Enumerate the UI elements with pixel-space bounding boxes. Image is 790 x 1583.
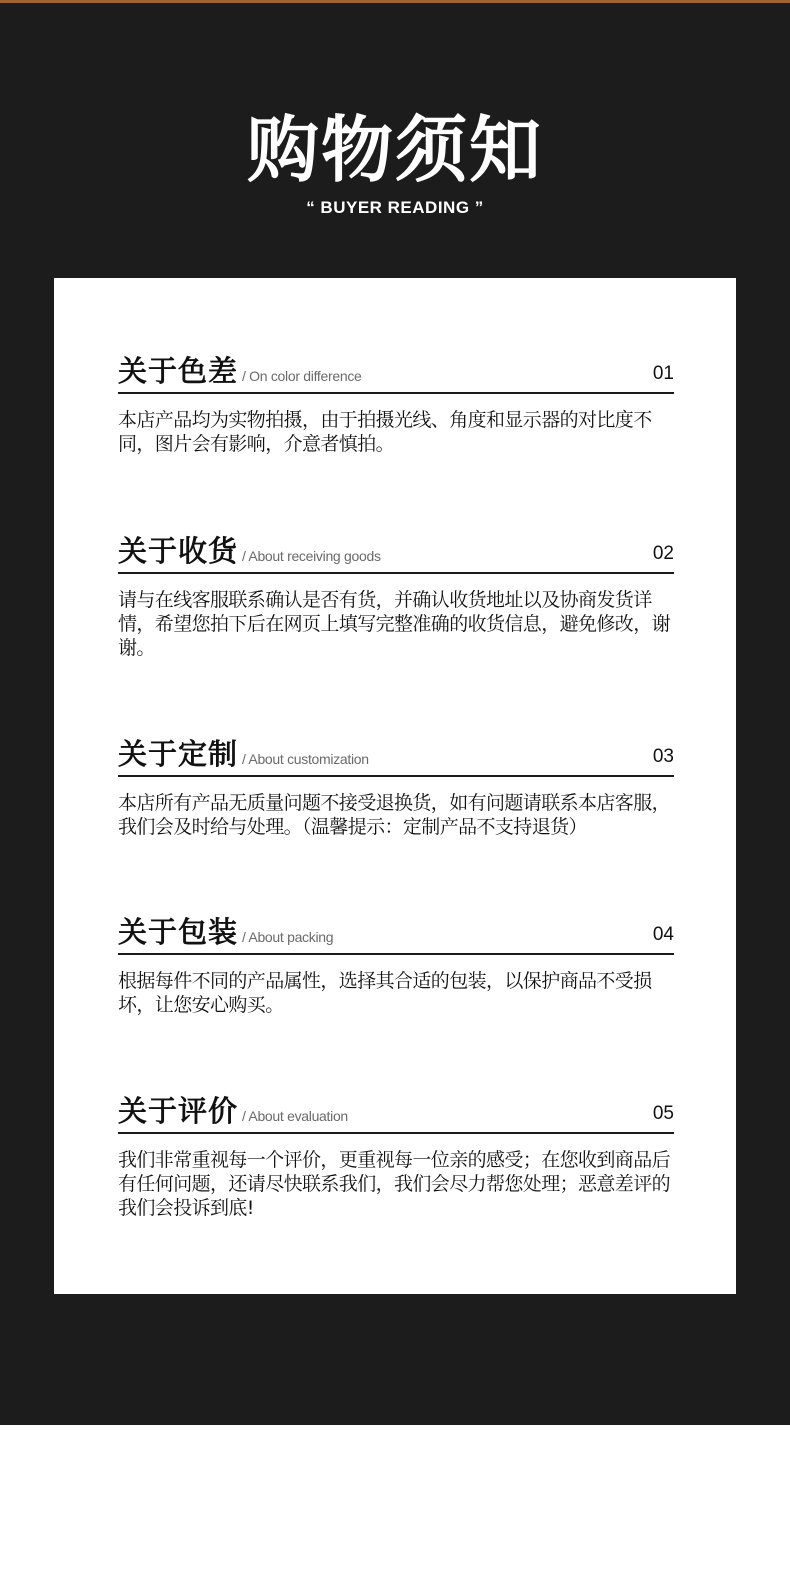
- section-body: 根据每件不同的产品属性，选择其合适的包装，以保护商品不受损坏，让您安心购买。: [118, 970, 652, 1016]
- section-subtitle: / About customization: [242, 751, 369, 767]
- section-title: 关于评价: [118, 1094, 239, 1128]
- section-subtitle: / About evaluation: [242, 1108, 348, 1124]
- section-header: [118, 348, 674, 394]
- section-body: 请与在线客服联系确认是否有货，并确认收货地址以及协商发货详情，希望您拍下后在网页上填写完整准确的收货信息，避免修改，谢谢。: [118, 589, 671, 659]
- section-number: 04: [652, 924, 674, 945]
- section-number: 03: [652, 746, 674, 767]
- page-title: 购物须知: [246, 108, 543, 192]
- section-title: 关于包装: [118, 915, 239, 949]
- section-subtitle: / About packing: [242, 929, 334, 945]
- section-header: [118, 1088, 674, 1134]
- section-header: [118, 528, 674, 574]
- page-subtitle: “ BUYER READING ”: [306, 198, 484, 217]
- section-title: 关于定制: [118, 737, 239, 771]
- section-receiving-goods: [118, 528, 674, 660]
- section-subtitle: / About receiving goods: [242, 548, 381, 564]
- section-number: 01: [652, 363, 674, 384]
- section-customization: [118, 731, 674, 839]
- section-packing: [118, 909, 674, 1017]
- notice-card: [54, 278, 736, 1294]
- section-body: 本店所有产品无质量问题不接受退换货，如有问题请联系本店客服，我们会及时给与处理。（温馨提示：定制产品不支持退货）: [118, 792, 671, 838]
- section-header: [118, 731, 674, 777]
- section-body: 我们非常重视每一个评价，更重视每一位亲的感受；在您收到商品后有任何问题，还请尽快联系我们，我们会尽力帮您处理；恶意差评的我们会投诉到底!: [118, 1149, 671, 1219]
- section-evaluation: [118, 1088, 674, 1220]
- section-number: 02: [652, 543, 674, 564]
- section-number: 05: [652, 1103, 674, 1124]
- section-body: 本店产品均为实物拍摄，由于拍摄光线、角度和显示器的对比度不同，图片会有影响，介意者慎拍。: [118, 409, 652, 455]
- section-header: [118, 909, 674, 955]
- section-color-difference: [118, 348, 674, 456]
- section-subtitle: / On color difference: [242, 368, 362, 384]
- section-title: 关于收货: [118, 534, 239, 568]
- section-title: 关于色差: [118, 354, 239, 388]
